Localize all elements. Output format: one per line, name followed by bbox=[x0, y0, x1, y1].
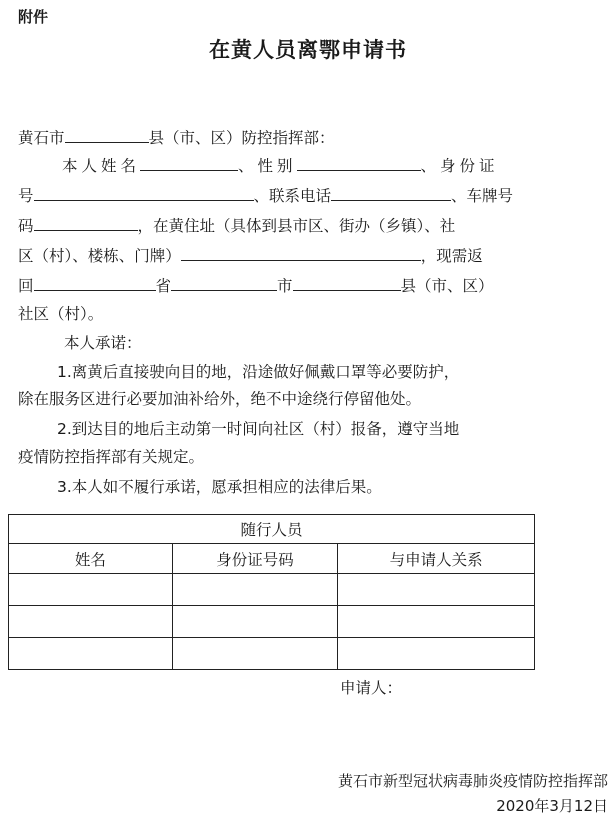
applicant-label: 申请人： bbox=[340, 679, 403, 697]
pledge-item-1-line-2: 除在服务区进行必要加油补给外，绝不中途绕行停留他处。 bbox=[18, 390, 422, 408]
name-label: 本人姓名 bbox=[62, 157, 141, 175]
column-header-id-number: 身份证号码 bbox=[172, 544, 338, 574]
id-label-start: 、身份证 bbox=[420, 157, 499, 175]
column-header-relation: 与申请人关系 bbox=[338, 544, 535, 574]
table-row bbox=[9, 574, 535, 606]
table-cell[interactable] bbox=[338, 574, 535, 606]
destination-line bbox=[18, 272, 538, 296]
phone-field[interactable] bbox=[331, 182, 451, 201]
table-cell[interactable] bbox=[338, 606, 535, 638]
page-title: 在黄人员离鄂申请书 bbox=[209, 38, 407, 62]
plate-address-line bbox=[18, 212, 538, 236]
addressee-prefix: 黄石市 bbox=[18, 129, 65, 147]
plate-label-end: 码 bbox=[18, 217, 34, 235]
plate-label-start: 、车牌号 bbox=[451, 187, 514, 205]
pledge-item-1-line-1: 1.离黄后直接驶向目的地，沿途做好佩戴口罩等必要防护， bbox=[57, 363, 460, 381]
province-field[interactable] bbox=[34, 272, 156, 291]
issuer: 黄石市新型冠状病毒肺炎疫情防控指挥部 bbox=[337, 772, 608, 790]
plate-field[interactable] bbox=[34, 212, 138, 231]
table-row bbox=[9, 638, 535, 670]
table-row bbox=[9, 606, 535, 638]
city-district-field[interactable] bbox=[65, 124, 149, 143]
table-cell[interactable] bbox=[172, 638, 338, 670]
pledge-item-2-line-2: 疫情防控指挥部有关规定。 bbox=[18, 448, 205, 466]
table-cell[interactable] bbox=[338, 638, 535, 670]
address-label-cont: 区（村）、楼栋、门牌） bbox=[18, 247, 181, 265]
column-header-name: 姓名 bbox=[9, 544, 173, 574]
province-label: 省 bbox=[155, 277, 172, 295]
community-line bbox=[18, 302, 538, 326]
return-label: ，现需返 bbox=[420, 247, 483, 265]
id-label-end: 号 bbox=[18, 187, 34, 205]
name-field[interactable] bbox=[140, 152, 238, 171]
addressee-suffix: 县（市、区）防控指挥部： bbox=[148, 129, 335, 147]
addressee-line bbox=[18, 124, 538, 148]
table-cell[interactable] bbox=[9, 574, 173, 606]
city-field[interactable] bbox=[171, 272, 277, 291]
address-field[interactable] bbox=[181, 242, 421, 261]
attachment-label: 附件 bbox=[18, 8, 49, 26]
id-number-field[interactable] bbox=[34, 182, 254, 201]
pledge-heading: 本人承诺： bbox=[64, 334, 142, 352]
county-field[interactable] bbox=[293, 272, 401, 291]
table-cell[interactable] bbox=[172, 606, 338, 638]
table-cell[interactable] bbox=[172, 574, 338, 606]
gender-field[interactable] bbox=[297, 152, 421, 171]
id-phone-plate-line bbox=[18, 182, 538, 206]
community-label: 社区（村）。 bbox=[18, 305, 104, 323]
table-cell[interactable] bbox=[9, 606, 173, 638]
gender-label: 、性别 bbox=[238, 157, 297, 175]
name-gender-id-line bbox=[18, 152, 538, 176]
issue-date: 2020年3月12日 bbox=[496, 797, 608, 815]
county-label: 县（市、区） bbox=[400, 277, 494, 295]
pledge-item-3: 3.本人如不履行承诺，愿承担相应的法律后果。 bbox=[57, 478, 382, 496]
city-label: 市 bbox=[277, 277, 293, 295]
table-cell[interactable] bbox=[9, 638, 173, 670]
pledge-item-2-line-1: 2.到达目的地后主动第一时间向社区（村）报备，遵守当地 bbox=[57, 420, 460, 438]
companions-table bbox=[8, 514, 535, 670]
companions-caption: 随行人员 bbox=[9, 515, 535, 544]
return-start: 回 bbox=[18, 277, 34, 295]
address-label: ，在黄住址（具体到县市区、街办（乡镇）、社 bbox=[137, 217, 456, 235]
phone-label: 、联系电话 bbox=[253, 187, 332, 205]
address-cont-line bbox=[18, 242, 538, 266]
